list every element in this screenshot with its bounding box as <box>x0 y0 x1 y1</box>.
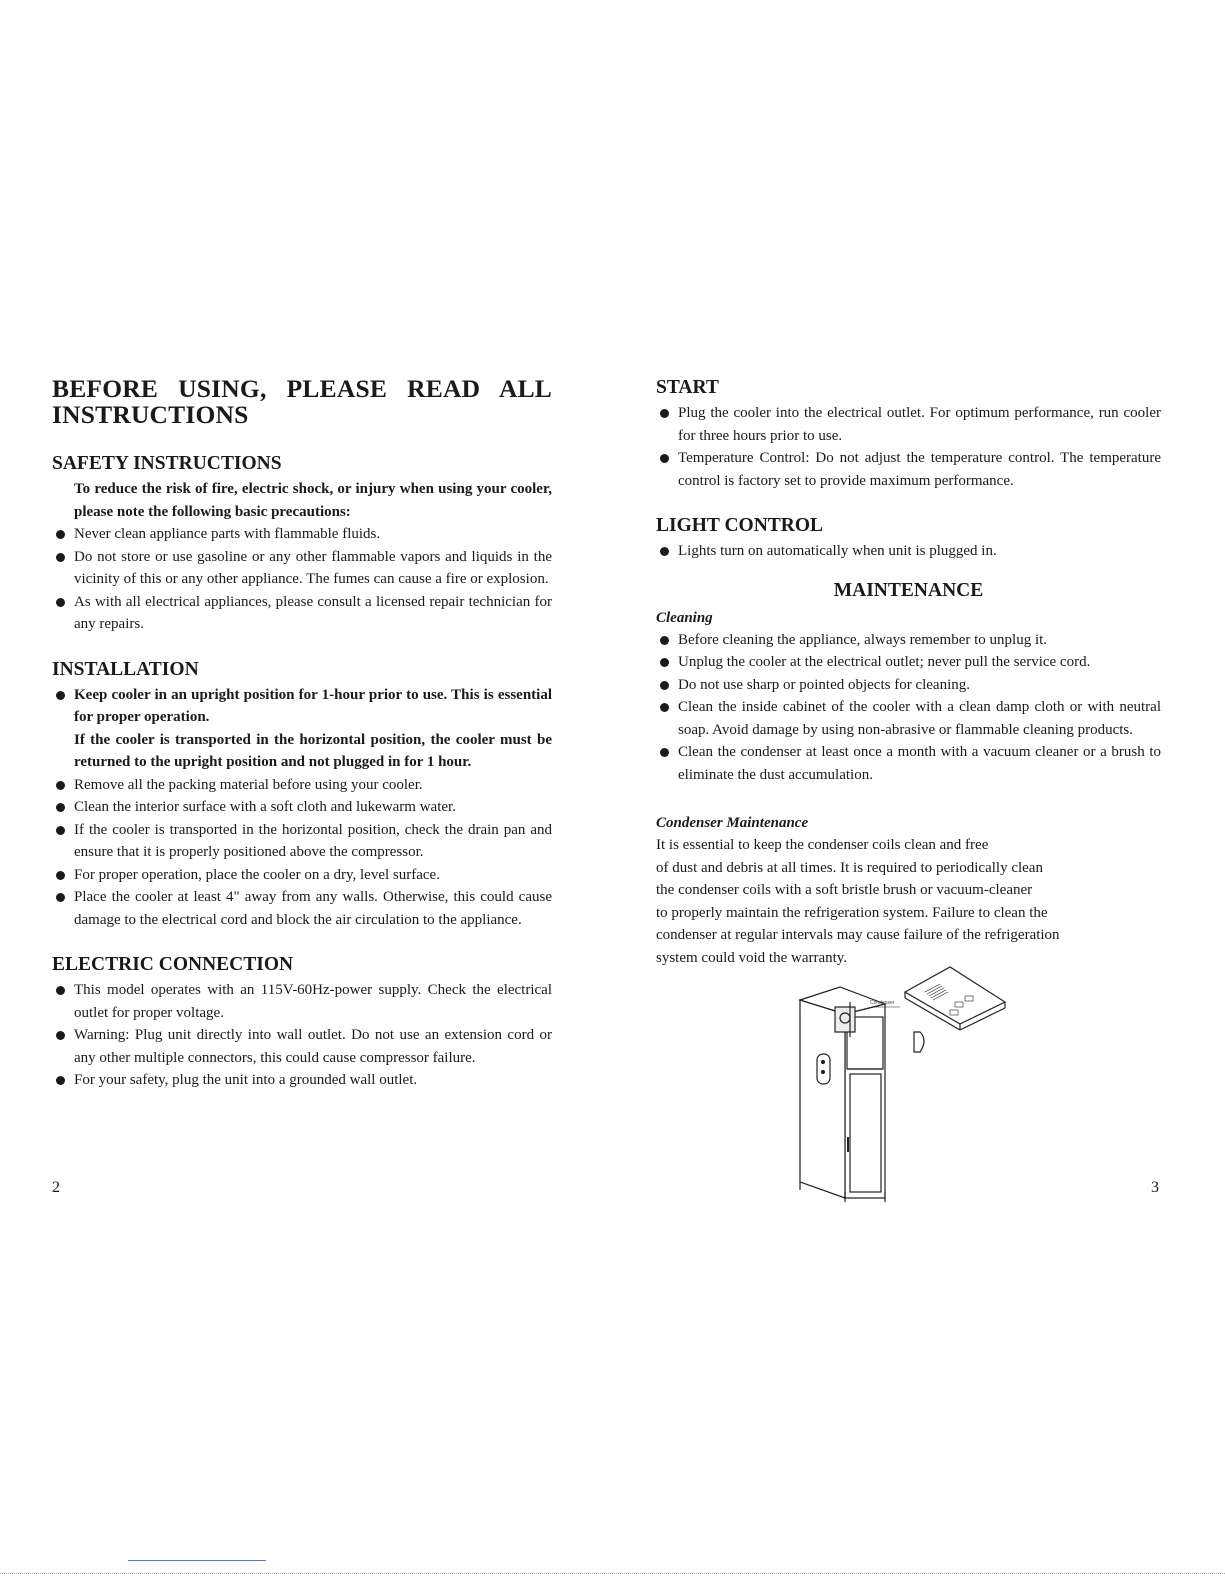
bullet-icon <box>660 454 669 463</box>
main-title-line1: BEFORE USING, PLEASE READ ALL <box>52 374 552 403</box>
main-title <box>52 376 552 428</box>
cooler-condenser-diagram <box>790 962 1015 1202</box>
list-item: Plug the cooler into the electrical outlet. For optimum performance, run cooler for three hours prior to use. <box>656 402 1161 447</box>
list-item: Do not store or use gasoline or any other flammable vapors and liquids in the vicinity of this or any other appliance. The fumes can cause a fire or explosion. <box>52 546 552 591</box>
bullet-icon <box>56 826 65 835</box>
scan-artifact-line <box>128 1560 266 1561</box>
list-item: This model operates with an 115V-60Hz-power supply. Check the electrical outlet for proper voltage. <box>52 979 552 1024</box>
bullet-icon <box>56 986 65 995</box>
list-item: If the cooler is transported in the horizontal position, check the drain pan and ensure that it is properly positioned above the compressor. <box>52 819 552 864</box>
list-item: Do not use sharp or pointed objects for cleaning. <box>656 674 1161 697</box>
start-heading: START <box>656 377 719 398</box>
list-item: Unplug the cooler at the electrical outlet; never pull the service cord. <box>656 651 1161 674</box>
start-list <box>656 402 1161 492</box>
bullet-icon <box>660 703 669 712</box>
bullet-icon <box>56 871 65 880</box>
bullet-icon <box>660 636 669 645</box>
bullet-icon <box>56 1076 65 1085</box>
condenser-heading: Condenser Maintenance <box>656 815 809 831</box>
electric-list <box>52 979 552 1092</box>
bullet-icon <box>56 691 65 700</box>
list-item: Warning: Plug unit directly into wall outlet. Do not use an extension cord or any other multiple connectors, this could cause compressor failure. <box>52 1024 552 1069</box>
safety-heading: SAFETY INSTRUCTIONS <box>52 453 282 474</box>
installation-heading: INSTALLATION <box>52 658 199 680</box>
bullet-icon <box>56 530 65 539</box>
light-heading: LIGHT CONTROL <box>656 515 824 536</box>
right-page <box>656 376 1161 969</box>
list-item: Remove all the packing material before using your cooler. <box>52 774 552 797</box>
list-item: Place the cooler at least 4" away from any walls. Otherwise, this could cause damage to the electrical cord and block the air circulation to the appliance. <box>52 886 552 931</box>
list-item: Never clean appliance parts with flammable fluids. <box>52 523 552 546</box>
safety-list <box>52 523 552 636</box>
condenser-line: It is essential to keep the condenser coils clean and free <box>656 837 989 853</box>
list-item: For your safety, plug the unit into a grounded wall outlet. <box>52 1069 552 1092</box>
bullet-icon <box>660 658 669 667</box>
light-list <box>656 540 1161 563</box>
left-page <box>52 376 552 1092</box>
condenser-label: Condenser <box>870 1000 895 1006</box>
list-item: Keep cooler in an upright position for 1-hour prior to use. This is essential for proper operation. If the cooler is transported in the horizontal position, the cooler must be returned to the upright position and not plugged in for 1 hour. <box>52 684 552 774</box>
main-title-line2: INSTRUCTIONS <box>52 400 249 429</box>
condenser-line: condenser at regular intervals may cause failure of the refrigeration <box>656 927 1060 943</box>
list-item: Lights turn on automatically when unit is plugged in. <box>656 540 1161 563</box>
list-item: Temperature Control: Do not adjust the temperature control. The temperature control is factory set to provide maximum performance. <box>656 447 1161 492</box>
installation-list <box>52 684 552 932</box>
electric-heading: ELECTRIC CONNECTION <box>52 954 294 975</box>
bullet-icon <box>56 893 65 902</box>
page-number-left: 2 <box>52 1179 60 1196</box>
condenser-line: of dust and debris at all times. It is required to periodically clean <box>656 859 1043 876</box>
bullet-icon <box>56 803 65 812</box>
list-item: Before cleaning the appliance, always remember to unplug it. <box>656 629 1161 652</box>
safety-intro: To reduce the risk of fire, electric shock, or injury when using your cooler, please note the following basic precautions: <box>74 481 552 520</box>
maintenance-heading: MAINTENANCE <box>833 579 984 601</box>
list-item: For proper operation, place the cooler on a dry, level surface. <box>52 864 552 887</box>
list-item: Clean the condenser at least once a month with a vacuum cleaner or a brush to eliminate the dust accumulation. <box>656 741 1161 786</box>
list-item: As with all electrical appliances, please consult a licensed repair technician for any repairs. <box>52 591 552 636</box>
bullet-icon <box>660 547 669 556</box>
cleaning-heading: Cleaning <box>656 609 713 626</box>
condenser-line: system could void the warranty. <box>656 949 848 966</box>
bullet-icon <box>56 781 65 790</box>
bullet-icon <box>56 1031 65 1040</box>
bullet-icon <box>56 553 65 562</box>
list-item: Clean the interior surface with a soft cloth and lukewarm water. <box>52 796 552 819</box>
bullet-icon <box>660 681 669 690</box>
scan-edge <box>0 1573 1225 1574</box>
cleaning-list <box>656 629 1161 787</box>
bullet-icon <box>660 748 669 757</box>
bullet-icon <box>56 598 65 607</box>
condenser-line: to properly maintain the refrigeration system. Failure to clean the <box>656 904 1048 921</box>
list-item: Clean the inside cabinet of the cooler with a clean damp cloth or with neutral soap. Avoid damage by using non-abrasive or flammable cleaning products. <box>656 696 1161 741</box>
page-number-right: 3 <box>1151 1179 1159 1196</box>
condenser-line: the condenser coils with a soft bristle brush or vacuum-cleaner <box>656 882 1033 898</box>
bullet-icon <box>660 409 669 418</box>
